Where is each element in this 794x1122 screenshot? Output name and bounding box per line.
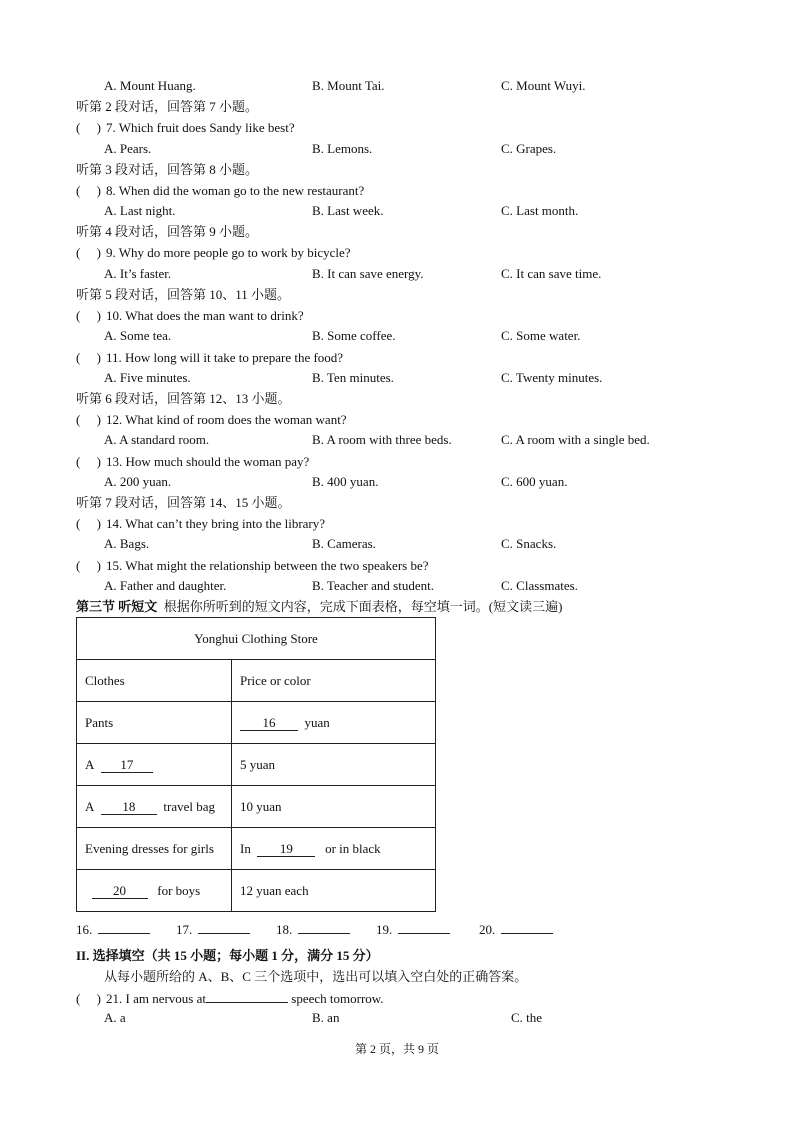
q11-option-c: C. Twenty minutes. <box>501 370 603 385</box>
q21-blank[interactable] <box>206 989 288 1003</box>
question-9-text: 9. Why do more people go to work by bicycle? <box>106 245 351 260</box>
q11-option-b: B. Ten minutes. <box>312 370 394 385</box>
cell-item <box>77 744 232 786</box>
question-21: ( ) 21. I am nervous at speech tomorrow. <box>76 991 384 1006</box>
question-7: ( ) 7. Which fruit does Sandy like best? <box>76 120 295 135</box>
q8-option-a: A. Last night. <box>104 203 176 218</box>
part-2-instruction: 从每小题所给的 A、B、C 三个选项中，选出可以填入空白处的正确答案。 <box>104 969 528 984</box>
question-9: ( ) 9. Why do more people go to work by bicycle? <box>76 245 351 260</box>
question-8: ( ) 8. When did the woman go to the new restaurant? <box>76 183 365 198</box>
answer-17[interactable]: 17. <box>176 921 250 938</box>
question-8-text: 8. When did the woman go to the new restaurant? <box>106 183 365 198</box>
question-10-text: 10. What does the man want to drink? <box>106 308 304 323</box>
question-11-text: 11. How long will it take to prepare the food? <box>106 350 344 365</box>
cell-item <box>77 870 232 912</box>
cell-suffix: or in black <box>325 840 381 856</box>
answer-16[interactable]: 16. <box>76 921 150 938</box>
question-11: ( ) 11. How long will it take to prepare the food? <box>76 350 344 365</box>
cell-price <box>232 828 436 870</box>
question-12: ( ) 12. What kind of room does the woman want? <box>76 412 347 427</box>
cell-prefix: A <box>85 798 95 814</box>
q14-option-c: C. Snacks. <box>501 536 557 551</box>
dialog-6-instruction: 听第 6 段对话，回答第 12、13 小题。 <box>76 391 291 406</box>
cell-prefix: In <box>240 840 251 856</box>
cell-price <box>232 702 436 744</box>
blank-18: 18 <box>101 800 157 815</box>
q6-option-a: A. Mount Huang. <box>104 78 196 93</box>
q12-option-a: A. A standard room. <box>104 432 210 447</box>
q9-option-b: B. It can save energy. <box>312 266 424 281</box>
q15-option-b: B. Teacher and student. <box>312 578 434 593</box>
q10-option-a: A. Some tea. <box>104 328 172 343</box>
table-row <box>77 744 436 786</box>
q7-option-a: A. Pears. <box>104 141 152 156</box>
q10-option-b: B. Some coffee. <box>312 328 396 343</box>
dialog-2-instruction: 听第 2 段对话，回答第 7 小题。 <box>76 99 259 114</box>
q15-option-a: A. Father and daughter. <box>104 578 227 593</box>
cell-suffix: for boys <box>157 882 201 898</box>
q12-option-c: C. A room with a single bed. <box>501 432 650 447</box>
cell-item: Pants <box>77 702 232 744</box>
table-row <box>77 702 436 744</box>
dialog-7-instruction: 听第 7 段对话，回答第 14、15 小题。 <box>76 495 291 510</box>
question-15: ( ) 15. What might the relationship between the two speakers be? <box>76 558 429 573</box>
question-21-text: 21. I am nervous at <box>106 991 207 1006</box>
answer-18[interactable]: 18. <box>276 921 350 938</box>
cell-price: 12 yuan each <box>232 870 436 912</box>
table-row <box>77 870 436 912</box>
q21-option-b: B. an <box>312 1010 340 1025</box>
q8-option-c: C. Last month. <box>501 203 579 218</box>
cell-suffix: travel bag <box>163 798 216 814</box>
column-header-clothes: Clothes <box>77 660 232 702</box>
question-15-text: 15. What might the relationship between the two speakers be? <box>106 558 429 573</box>
blank-19: 19 <box>257 842 315 857</box>
q7-option-c: C. Grapes. <box>501 141 557 156</box>
blank-16: 16 <box>240 716 298 731</box>
cell-prefix: A <box>85 756 95 772</box>
dialog-3-instruction: 听第 3 段对话，回答第 8 小题。 <box>76 162 259 177</box>
question-13-text: 13. How much should the woman pay? <box>106 454 310 469</box>
table-row <box>77 828 436 870</box>
q8-option-b: B. Last week. <box>312 203 384 218</box>
q10-option-c: C. Some water. <box>501 328 581 343</box>
blank-20: 20 <box>92 884 148 899</box>
q21-option-c: C. the <box>511 1010 543 1025</box>
q14-option-b: B. Cameras. <box>312 536 376 551</box>
question-13: ( ) 13. How much should the woman pay? <box>76 454 310 469</box>
section-3-title: 第三节 听短文 <box>76 599 158 614</box>
column-header-price: Price or color <box>232 660 436 702</box>
cell-item: Evening dresses for girls <box>77 828 232 870</box>
q15-option-c: C. Classmates. <box>501 578 578 593</box>
cell-price: 5 yuan <box>232 744 436 786</box>
question-12-text: 12. What kind of room does the woman want? <box>106 412 347 427</box>
answer-19[interactable]: 19. <box>376 921 450 938</box>
page-footer: 第 2 页，共 9 页 <box>354 1042 439 1056</box>
part-2-title: II. 选择填空（共 15 小题；每小题 1 分，满分 15 分） <box>76 948 379 963</box>
question-7-text: 7. Which fruit does Sandy like best? <box>106 120 295 135</box>
blank-17: 17 <box>101 758 153 773</box>
table-row <box>77 786 436 828</box>
answer-20[interactable]: 20. <box>479 921 553 938</box>
q13-option-b: B. 400 yuan. <box>312 474 379 489</box>
q21-option-a: A. a <box>104 1010 126 1025</box>
q9-option-a: A. It’s faster. <box>104 266 172 281</box>
question-14-text: 14. What can’t they bring into the library? <box>106 516 326 531</box>
dialog-4-instruction: 听第 4 段对话，回答第 9 小题。 <box>76 224 259 239</box>
q12-option-b: B. A room with three beds. <box>312 432 452 447</box>
q9-option-c: C. It can save time. <box>501 266 602 281</box>
cell-suffix: yuan <box>304 714 330 730</box>
q13-option-a: A. 200 yuan. <box>104 474 172 489</box>
table-title: Yonghui Clothing Store <box>77 618 436 660</box>
cell-item <box>77 786 232 828</box>
section-3-instruction: 根据你所听到的短文内容，完成下面表格，每空填一词。(短文读三遍) <box>163 599 563 614</box>
cell-price: 10 yuan <box>232 786 436 828</box>
dialog-5-instruction: 听第 5 段对话，回答第 10、11 小题。 <box>76 287 291 302</box>
q14-option-a: A. Bags. <box>104 536 150 551</box>
q13-option-c: C. 600 yuan. <box>501 474 568 489</box>
question-14: ( ) 14. What can’t they bring into the library? <box>76 516 326 531</box>
section-3-heading <box>76 598 562 616</box>
q7-option-b: B. Lemons. <box>312 141 373 156</box>
clothing-store-table <box>76 617 436 912</box>
question-10: ( ) 10. What does the man want to drink? <box>76 308 304 323</box>
q11-option-a: A. Five minutes. <box>104 370 191 385</box>
q6-option-c: C. Mount Wuyi. <box>501 78 586 93</box>
q6-option-b: B. Mount Tai. <box>312 78 385 93</box>
